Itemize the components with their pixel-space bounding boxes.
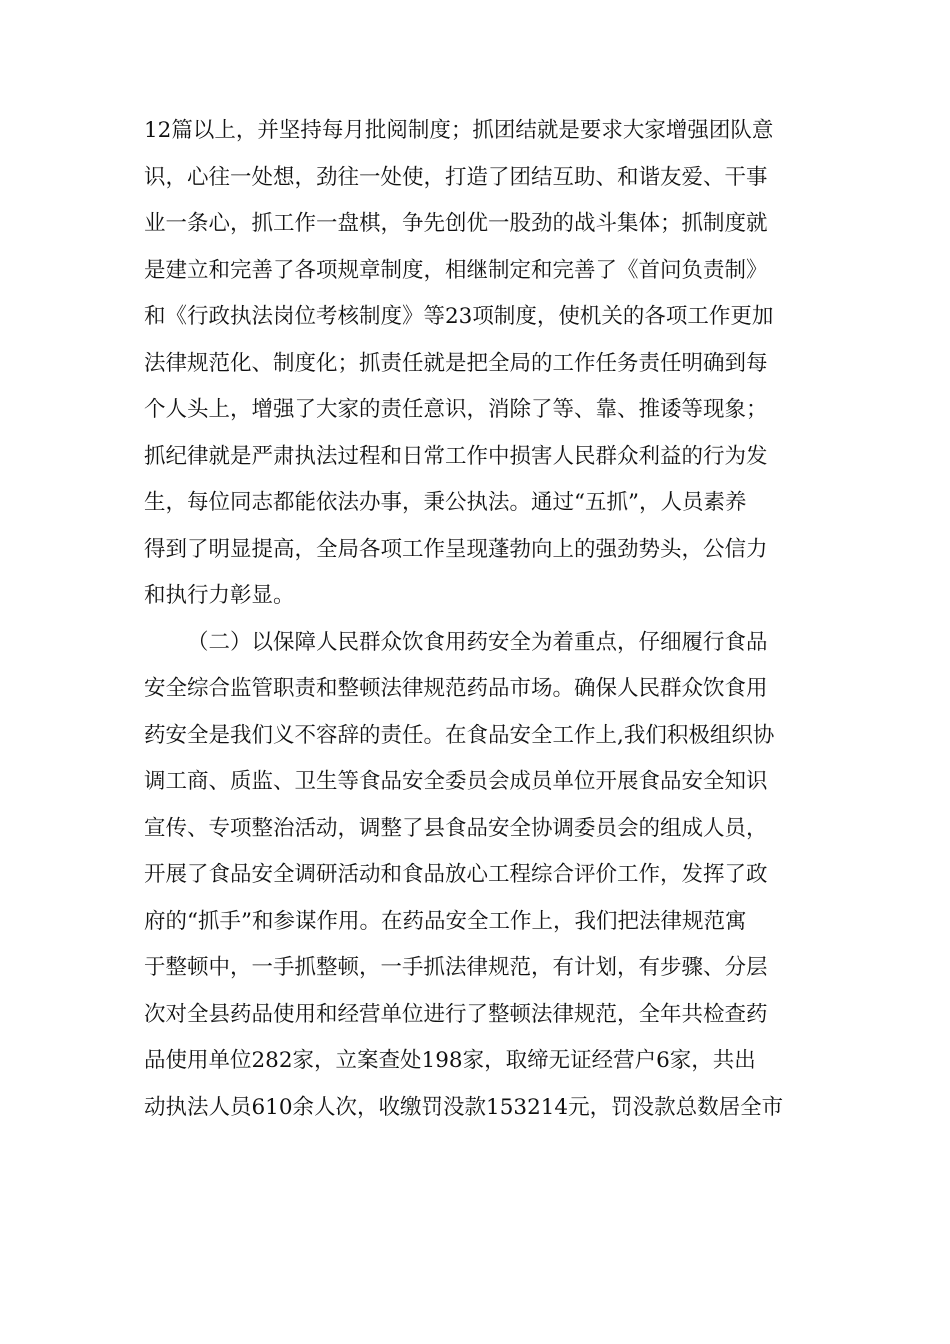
text-line: 和执行力彰显。 <box>144 583 295 608</box>
text-line: 府的“抓手”和参谋作用。在药品安全工作上，我们把法律规范寓 <box>144 908 747 934</box>
text-line: 药安全是我们义不容辞的责任。在食品安全工作上,我们积极组织协 <box>144 722 775 748</box>
text-line: 调工商、质监、卫生等食品安全委员会成员单位开展食品安全知识 <box>144 769 768 794</box>
text-line: 法律规范化、制度化；抓责任就是把全局的工作任务责任明确到每 <box>144 350 768 376</box>
text-line: 是建立和完善了各项规章制度，相继制定和完善了《首问负责制》 <box>144 257 768 283</box>
text-line: 品使用单位282家，立案查处198家，取缔无证经营户6家，共出 <box>144 1048 756 1073</box>
text-line: 生，每位同志都能依法办事，秉公执法。通过“五抓”，人员素养 <box>144 490 747 515</box>
text-line: 抓纪律就是严肃执法过程和日常工作中损害人民群众利益的行为发 <box>144 443 768 469</box>
body-text <box>144 108 814 1131</box>
text-line: 次对全县药品使用和经营单位进行了整顿法律规范，全年共检查药 <box>144 1001 768 1027</box>
paragraph-start-line: （二）以保障人民群众饮食用药安全为着重点，仔细履行食品 <box>187 629 768 655</box>
text-line: 业一条心，抓工作一盘棋，争先创优一股劲的战斗集体；抓制度就 <box>144 211 768 236</box>
text-line: 开展了食品安全调研活动和食品放心工程综合评价工作，发挥了政 <box>144 862 768 887</box>
text-line: 安全综合监管职责和整顿法律规范药品市场。确保人民群众饮食用 <box>144 676 768 701</box>
text-line: 12篇以上，并坚持每月批阅制度；抓团结就是要求大家增强团队意 <box>144 118 774 143</box>
text-line: 个人头上，增强了大家的责任意识，消除了等、靠、推诿等现象； <box>144 397 768 422</box>
text-line: 和《行政执法岗位考核制度》等23项制度，使机关的各项工作更加 <box>144 304 774 329</box>
text-line: 于整顿中，一手抓整顿，一手抓法律规范，有计划，有步骤、分层 <box>144 955 768 980</box>
text-line: 宣传、专项整治活动，调整了县食品安全协调委员会的组成人员， <box>144 815 768 841</box>
text-line: 识，心往一处想，劲往一处使，打造了团结互助、和谐友爱、干事 <box>144 164 768 190</box>
text-line: 动执法人员610余人次，收缴罚没款153214元，罚没款总数居全市 <box>144 1094 784 1120</box>
text-line: 得到了明显提高，全局各项工作呈现蓬勃向上的强劲势头，公信力 <box>144 536 768 562</box>
